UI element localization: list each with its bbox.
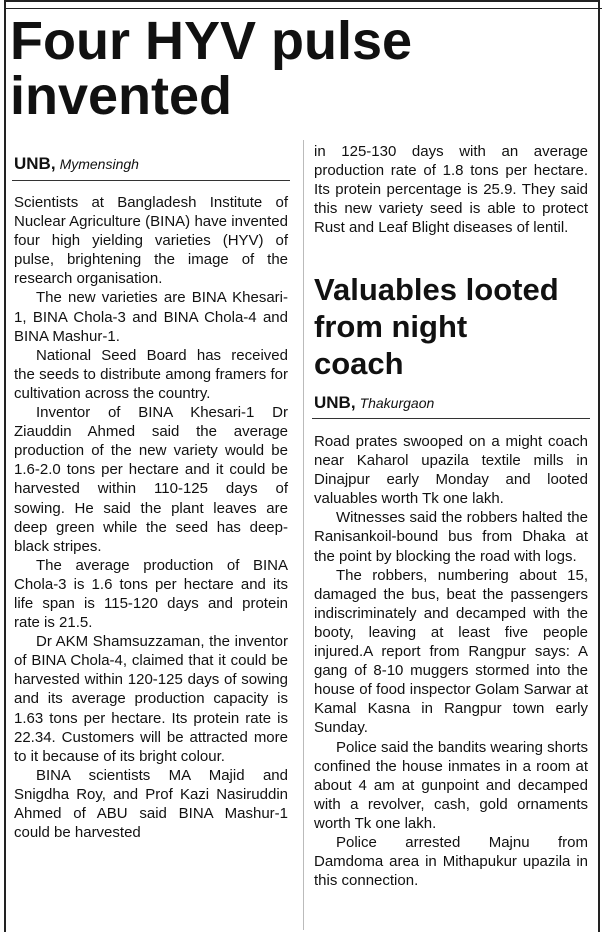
column-divider [303, 140, 304, 930]
story1-agency: UNB, [14, 154, 56, 173]
story2-paragraph: Police arrested Majnu from Damdoma area in Mithapukur upazila in this connection. [314, 833, 588, 890]
story1-headline-line1: Four HYV pulse [10, 11, 413, 71]
story2-headline-line3: coach [314, 346, 404, 381]
story1-headline [10, 11, 590, 126]
story1-paragraph: National Seed Board has received the seeds to distribute among framers for cultivation across the country. [14, 346, 288, 402]
story1-byline-rule [12, 180, 290, 181]
story2-paragraph: Witnesses said the robbers halted the Ranisankoil-bound bus from Dhaka at the point by blocking the road with logs. [314, 509, 588, 565]
story1-paragraph: Inventor of BINA Khesari-1 Dr Ziauddin Ahmed said the average production of the new variety would be 1.6-2.0 tons per hectare and it could be harvested within 110-125 days of sowing. He said the plant leaves are deep green while the seed has deep-black stripes. [14, 404, 288, 555]
story2-headline-line1: Valuables looted [314, 272, 559, 307]
story2-dateline: Thakurgaon [359, 395, 435, 411]
story1-left-column [14, 193, 288, 842]
top-border [6, 2, 602, 9]
story1-continuation-column [314, 142, 588, 237]
story2-byline-rule [312, 418, 590, 419]
story1-paragraph: The average production of BINA Chola-3 is 1.6 tons per hectare and its life span is 115-120 days and protein rate is 21.5. [14, 556, 288, 632]
story1-paragraph: Scientists at Bangladesh Institute of Nuclear Agriculture (BINA) have invented four high yielding varieties (HYV) of pulse, brightening the image of the research organisation. [14, 194, 288, 288]
story2-column [314, 432, 588, 890]
story1-paragraph: The new varieties are BINA Khesari-1, BINA Chola-3 and BINA Chola-4 and BINA Mashur-1. [14, 289, 288, 345]
story2-headline-line2: from night [314, 309, 468, 344]
story1-headline-line2: invented [10, 66, 233, 126]
story1-paragraph: Dr AKM Shamsuzzaman, the inventor of BINA Chola-4, claimed that it could be harvested within 120-125 days of sowing and its average production capacity is 1.63 tons per hectare. Its protein rate is 22.34. Customers will be attracted more to it because of its bright colour. [14, 633, 288, 765]
story2-paragraph: The robbers, numbering about 15, damaged the bus, beat the passengers indiscriminately and decamped with the booty, leaving at least five people injured.A report from Rangpur says: A gang of 8-10 muggers stormed into the house of food inspector Golam Sarwar at Kamal Kasna in Rangpur town early Sunday. [314, 566, 588, 737]
story2-paragraph: Road prates swooped on a might coach near Kaharol upazila textile mills in Dinajpur early Monday and looted valuables worth Tk one lakh. [314, 433, 588, 508]
story2-agency: UNB, [314, 393, 356, 412]
story2-paragraph: Police said the bandits wearing shorts confined the house inmates in a room at about 4 am at gunpoint and decamped with a revolver, cash, gold ornaments worth Tk one lakh. [314, 738, 588, 832]
story1-continuation: in 125-130 days with an average production rate of 1.8 tons per hectare. Its protein percentage is 25.9. They said this new variety seed is able to protect Rust and Leaf Blight diseases of lentil. [314, 143, 588, 237]
story1-paragraph: BINA scientists MA Majid and Snigdha Roy, and Prof Kazi Nasiruddin Ahmed of ABU said BINA Mashur-1 could be harvested [14, 766, 288, 842]
story2-byline [314, 393, 434, 413]
story1-byline [14, 154, 139, 174]
story2-headline [314, 271, 596, 382]
story1-dateline: Mymensingh [59, 156, 139, 172]
